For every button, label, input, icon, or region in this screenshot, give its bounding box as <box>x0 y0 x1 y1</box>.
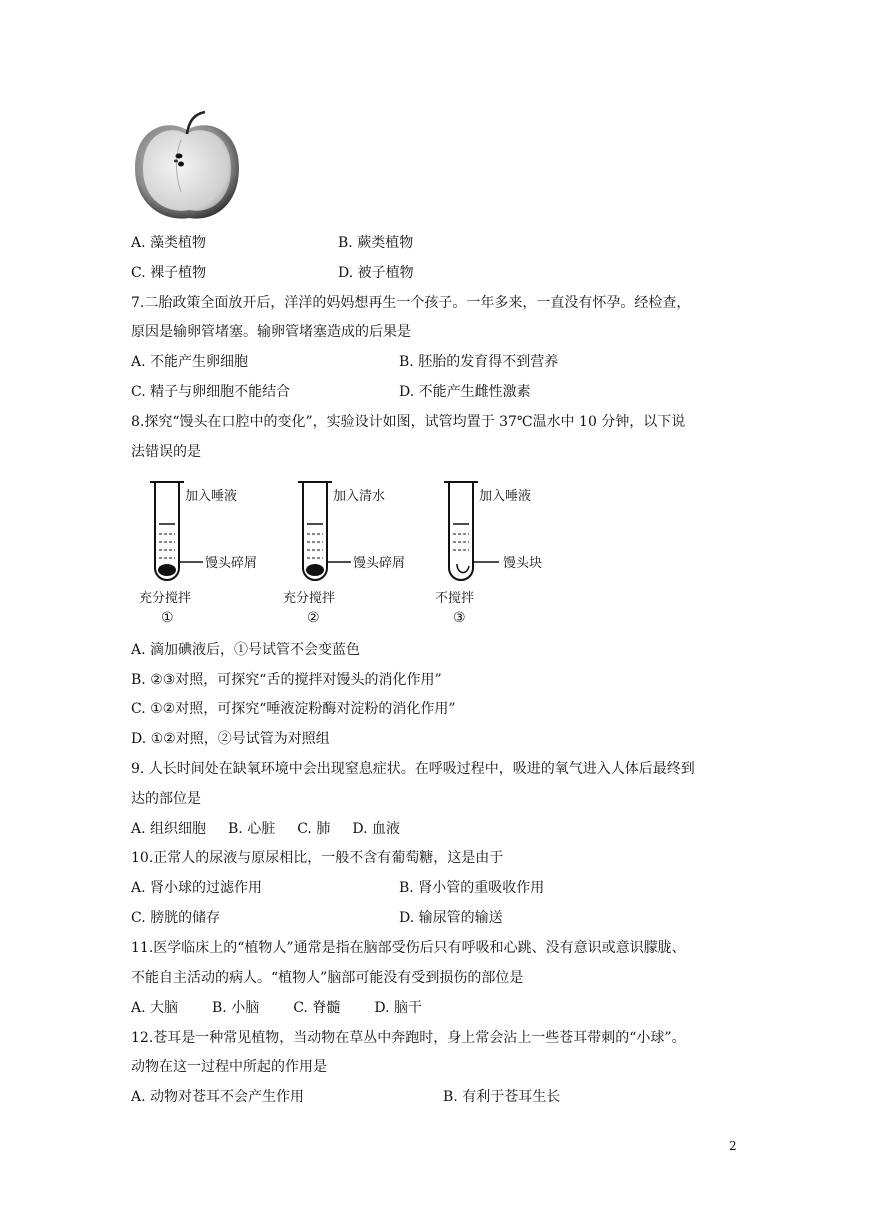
q7-stem-line2: 原因是输卵管堵塞。输卵管堵塞造成的后果是 <box>131 324 411 340</box>
q10-option-d: D. 输尿管的输送 <box>399 910 503 926</box>
tube1-number: ① <box>161 610 174 626</box>
q11-stem-line1: 11.医学临床上的“植物人”通常是指在脑部受伤后只有呼吸和心跳、没有意识或意识朦胧、 <box>131 940 686 956</box>
q7-stem-line1: 7.二胎政策全面放开后，洋洋的妈妈想再生一个孩子。一年多来，一直没有怀孕。经检查， <box>131 295 691 311</box>
tube3-bottom-label: 不搅拌 <box>435 591 475 606</box>
q8-option-c: C. ①②对照，可探究“唾液淀粉酶对淀粉的消化作用” <box>131 701 456 717</box>
q6-option-d: D. 被子植物 <box>338 265 414 281</box>
page-number: 2 <box>729 1139 737 1153</box>
q9-options <box>131 820 422 838</box>
q10-option-b: B. 肾小管的重吸收作用 <box>399 880 545 896</box>
q10-option-a: A. 肾小球的过滤作用 <box>131 880 263 896</box>
q9-option-b: B. 心脏 <box>228 821 276 837</box>
q7-option-d: D. 不能产生雌性激素 <box>399 384 531 400</box>
q10-option-c: C. 膀胱的储存 <box>131 910 221 926</box>
q11-option-b: B. 小脑 <box>212 1000 260 1016</box>
q11-option-a: A. 大脑 <box>131 1000 179 1016</box>
q8-stem-line2: 法错误的是 <box>131 444 201 460</box>
tube1-bottom-label: 充分搅拌 <box>139 591 192 606</box>
q9-stem-line2: 达的部位是 <box>131 791 201 807</box>
tube3-number: ③ <box>453 610 466 626</box>
tube1-top-label: 加入唾液 <box>185 489 238 504</box>
q7-option-b: B. 胚胎的发育得不到营养 <box>399 354 559 370</box>
q10-stem: 10.正常人的尿液与原尿相比，一般不含有葡萄糖，这是由于 <box>131 850 504 866</box>
q12-option-b: B. 有利于苍耳生长 <box>443 1089 561 1105</box>
q8-option-d: D. ①②对照，②号试管为对照组 <box>131 731 330 747</box>
tube2-bottom-label: 充分搅拌 <box>283 591 336 606</box>
q11-option-d: D. 脑干 <box>374 1000 422 1016</box>
q8-option-b: B. ②③对照，可探究“舌的搅拌对馒头的消化作用” <box>131 672 442 688</box>
q9-option-c: C. 肺 <box>297 821 331 837</box>
q12-stem-line2: 动物在这一过程中所起的作用是 <box>131 1059 327 1075</box>
q8-stem-line1: 8.探究“馒头在口腔中的变化”，实验设计如图，试管均置于 37℃温水中 10 分钟，以下说 <box>131 414 686 430</box>
q9-stem-line1: 9. 人长时间处在缺氧环境中会出现窒息症状。在呼吸过程中，吸进的氧气进入人体后最终到 <box>131 761 695 777</box>
q7-option-c: C. 精子与卵细胞不能结合 <box>131 384 291 400</box>
q6-option-c: C. 裸子植物 <box>131 265 207 281</box>
tube2-top-label: 加入清水 <box>333 489 386 504</box>
tube3-top-label: 加入唾液 <box>479 489 532 504</box>
q11-options <box>131 999 444 1017</box>
tube1-side-label: 馒头碎屑 <box>205 556 258 571</box>
q6-option-a: A. 藻类植物 <box>131 235 207 251</box>
q11-option-c: C. 脊髓 <box>293 1000 341 1016</box>
q11-stem-line2: 不能自主活动的病人。“植物人”脑部可能没有受到损伤的部位是 <box>131 970 524 986</box>
tube2-number: ② <box>307 610 320 626</box>
apple-cross-section-figure <box>131 110 243 224</box>
q6-option-b: B. 蕨类植物 <box>338 235 414 251</box>
test-tube-experiment-figure <box>131 476 561 626</box>
tube3-side-label: 馒头块 <box>503 556 543 571</box>
q12-option-a: A. 动物对苍耳不会产生作用 <box>131 1089 305 1105</box>
q12-stem-line1: 12.苍耳是一种常见植物，当动物在草丛中奔跑时，身上常会沾上一些苍耳带刺的“小球”。 <box>131 1030 686 1046</box>
q8-option-a: A. 滴加碘液后，①号试管不会变蓝色 <box>131 642 361 658</box>
q9-option-d: D. 血液 <box>352 821 400 837</box>
q9-option-a: A. 组织细胞 <box>131 821 207 837</box>
q7-option-a: A. 不能产生卵细胞 <box>131 354 249 370</box>
tube2-side-label: 馒头碎屑 <box>353 556 406 571</box>
